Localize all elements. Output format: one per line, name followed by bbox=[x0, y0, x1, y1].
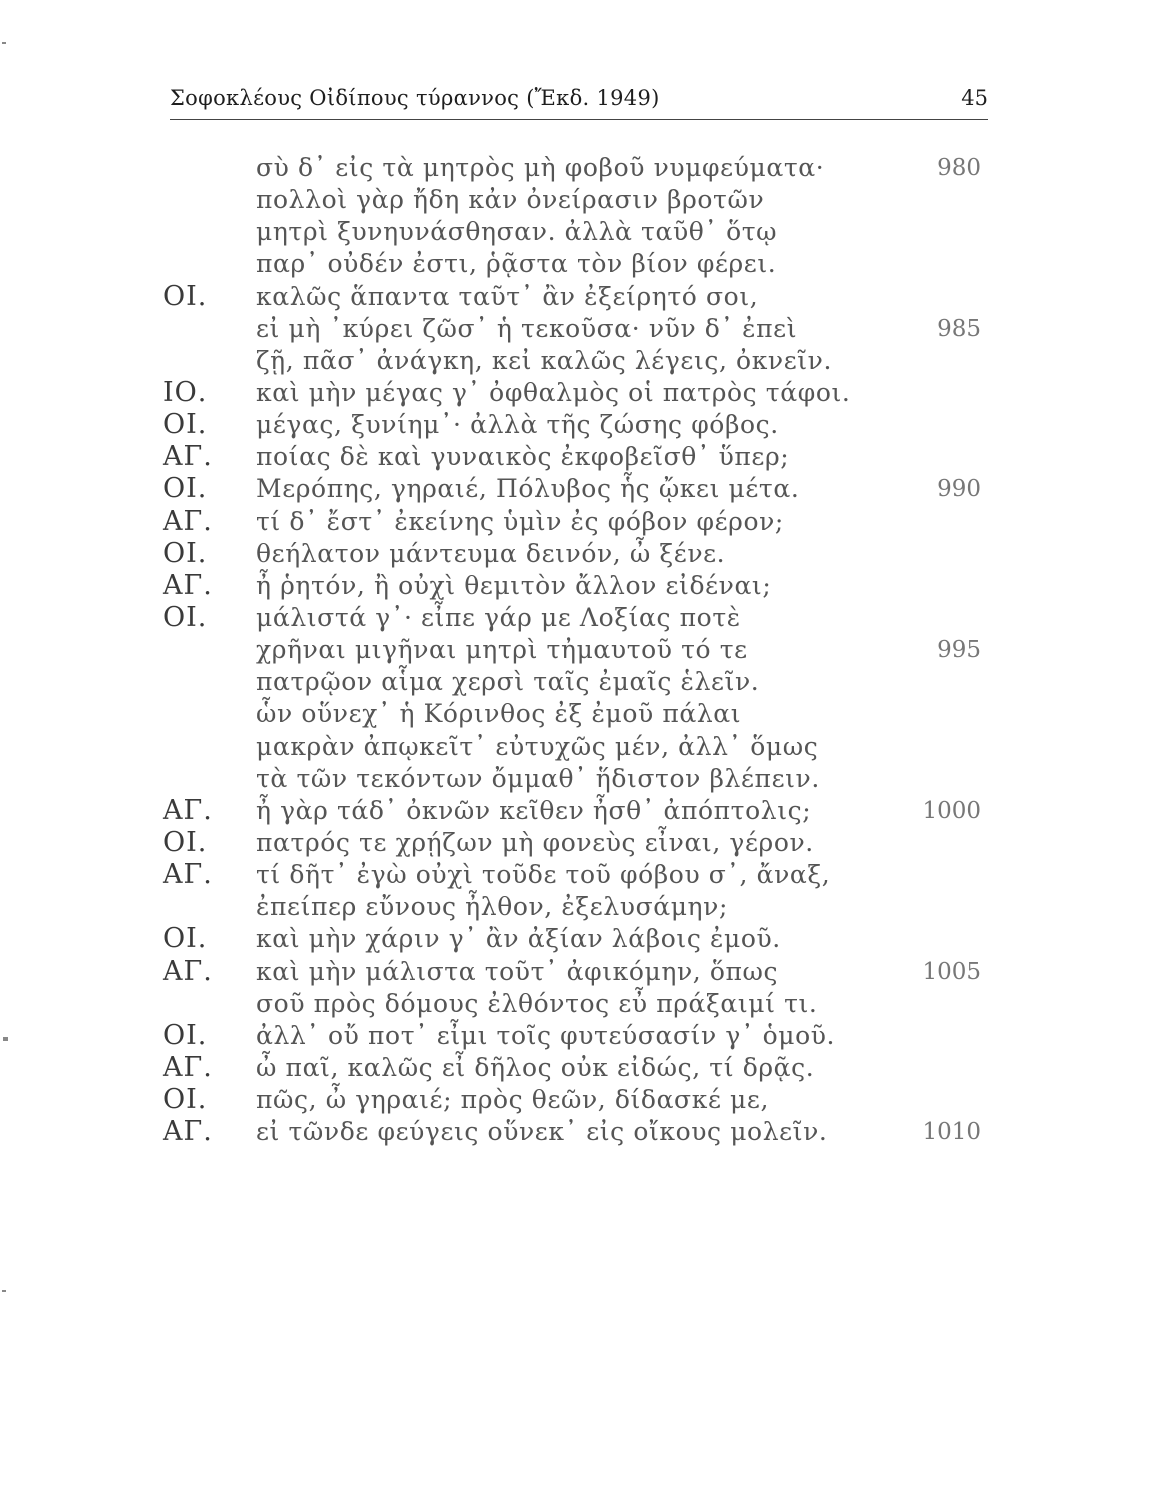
verse-text: πολλοὶ γὰρ ἤδη κἀν ὀνείρασιν βροτῶν bbox=[256, 185, 765, 215]
running-header bbox=[170, 86, 988, 116]
verse-line bbox=[0, 570, 1153, 602]
verse-line bbox=[0, 988, 1153, 1020]
verse-line bbox=[0, 634, 1153, 666]
verse-line bbox=[0, 956, 1153, 988]
verse-line bbox=[0, 184, 1153, 216]
verse-text: ποίας δὲ καὶ γυναικὸς ἐκφοβεῖσθ᾽ ὕπερ; bbox=[256, 442, 790, 472]
verse-line bbox=[0, 216, 1153, 248]
verse-line bbox=[0, 731, 1153, 763]
verse-line bbox=[0, 602, 1153, 634]
running-title: Σοφοκλέους Οἰδίπους τύραννος (Ἔκδ. 1949) bbox=[170, 86, 660, 110]
line-number: 990 bbox=[937, 476, 981, 503]
verse-text: τί δ᾽ ἔστ᾽ ἐκείνης ὑμὶν ἐς φόβον φέρον; bbox=[256, 506, 784, 536]
speaker-label: ΟΙ. bbox=[163, 1019, 208, 1051]
verse-text: Μερόπης, γηραιέ, Πόλυβος ἧς ᾤκει μέτα. bbox=[256, 474, 800, 504]
verse-line bbox=[0, 377, 1153, 409]
verse-text: μέγας, ξυνίημ᾽· ἀλλὰ τῆς ζώσης φόβος. bbox=[256, 410, 779, 440]
verse-line bbox=[0, 1116, 1153, 1148]
verse-text: ἦ γὰρ τάδ᾽ ὀκνῶν κεῖθεν ἦσθ᾽ ἀπόπτολις; bbox=[256, 795, 812, 825]
speaker-label: ΟΙ. bbox=[163, 537, 208, 569]
speaker-label: ΟΙ. bbox=[163, 826, 208, 858]
verse-text: καὶ μὴν χάριν γ᾽ ἂν ἀξίαν λάβοις ἐμοῦ. bbox=[256, 924, 781, 954]
line-number: 1010 bbox=[922, 1119, 981, 1146]
header-rule bbox=[170, 119, 988, 120]
verse-text: καὶ μὴν μέγας γ᾽ ὀφθαλμὸς οἱ πατρὸς τάφοι. bbox=[256, 377, 851, 407]
verse-line bbox=[0, 313, 1153, 345]
speaker-label: ΑΓ. bbox=[163, 1051, 213, 1083]
speaker-label: ΟΙ. bbox=[163, 1084, 208, 1116]
speaker-label: ΑΓ. bbox=[163, 441, 213, 473]
verse-text: μητρὶ ξυνηυνάσθησαν. ἀλλὰ ταῦθ᾽ ὅτῳ bbox=[256, 217, 778, 247]
speaker-label: ΑΓ. bbox=[163, 505, 213, 537]
line-number: 985 bbox=[937, 315, 981, 342]
verse-line bbox=[0, 891, 1153, 923]
verse-line bbox=[0, 152, 1153, 184]
verse-text: ἐπείπερ εὔνους ἦλθον, ἐξελυσάμην; bbox=[256, 892, 728, 922]
verse-text: μακρὰν ἀπῳκεῖτ᾽ εὐτυχῶς μέν, ἀλλ᾽ ὅμως bbox=[256, 731, 819, 761]
scan-speck bbox=[3, 1037, 8, 1041]
verse-text: μάλιστά γ᾽· εἶπε γάρ με Λοξίας ποτὲ bbox=[256, 602, 741, 632]
scan-speck bbox=[2, 42, 6, 44]
verse-text: εἰ μὴ ᾽κύρει ζῶσ᾽ ἡ τεκοῦσα· νῦν δ᾽ ἐπεὶ bbox=[256, 313, 798, 343]
verse-text: σὺ δ᾽ εἰς τὰ μητρὸς μὴ φοβοῦ νυμφεύματα· bbox=[256, 153, 825, 182]
speaker-label: ΑΓ. bbox=[163, 955, 213, 987]
verse-text: τί δῆτ᾽ ἐγὼ οὐχὶ τοῦδε τοῦ φόβου σ᾽, ἄναξ, bbox=[256, 860, 831, 890]
verse-line bbox=[0, 795, 1153, 827]
verse-text: θεήλατον μάντευμα δεινόν, ὦ ξένε. bbox=[256, 538, 726, 568]
verse-line bbox=[0, 538, 1153, 570]
speaker-label: ΑΓ. bbox=[163, 794, 213, 826]
verse-text: ὧν οὕνεχ᾽ ἡ Κόρινθος ἐξ ἐμοῦ πάλαι bbox=[256, 699, 742, 729]
verse-line bbox=[0, 698, 1153, 730]
verse-text: πῶς, ὦ γηραιέ; πρὸς θεῶν, δίδασκέ με, bbox=[256, 1085, 769, 1115]
verse-text: πατρῷον αἷμα χερσὶ ταῖς ἐμαῖς ἑλεῖν. bbox=[256, 667, 760, 697]
verse-line bbox=[0, 281, 1153, 313]
verse-line bbox=[0, 666, 1153, 698]
verse-text: ζῇ, πᾶσ᾽ ἀνάγκη, κεἰ καλῶς λέγεις, ὀκνεῖν. bbox=[256, 345, 833, 375]
speaker-label: ΟΙ. bbox=[163, 923, 208, 955]
speaker-label: ΑΓ. bbox=[163, 569, 213, 601]
speaker-label: ΑΓ. bbox=[163, 1116, 213, 1148]
verse-text: ἦ ῥητόν, ἢ οὐχὶ θεμιτὸν ἄλλον εἰδέναι; bbox=[256, 570, 772, 600]
line-number: 995 bbox=[937, 637, 981, 664]
verse-line bbox=[0, 473, 1153, 505]
verse-line bbox=[0, 763, 1153, 795]
verse-text: χρῆναι μιγῆναι μητρὶ τἠμαυτοῦ τό τε bbox=[256, 635, 748, 665]
verse-line bbox=[0, 441, 1153, 473]
line-number: 1000 bbox=[922, 797, 981, 824]
verse-text: τὰ τῶν τεκόντων ὄμμαθ᾽ ἥδιστον βλέπειν. bbox=[256, 763, 820, 793]
verse-text: πατρός τε χρῄζων μὴ φονεὺς εἶναι, γέρον. bbox=[256, 827, 814, 857]
speaker-label: ΟΙ. bbox=[163, 409, 208, 441]
line-number: 980 bbox=[937, 155, 981, 181]
verse-line bbox=[0, 1084, 1153, 1116]
speaker-label: ΙΟ. bbox=[163, 376, 208, 408]
verse-line bbox=[0, 345, 1153, 377]
verse-line bbox=[0, 1020, 1153, 1052]
verse-text: σοῦ πρὸς δόμους ἐλθόντος εὖ πράξαιμί τι. bbox=[256, 988, 818, 1018]
verse-line bbox=[0, 248, 1153, 280]
verse-line bbox=[0, 859, 1153, 891]
verse-line bbox=[0, 506, 1153, 538]
scan-speck bbox=[2, 1290, 6, 1292]
speaker-label: ΑΓ. bbox=[163, 859, 213, 891]
verse-text: καὶ μὴν μάλιστα τοῦτ᾽ ἀφικόμην, ὅπως bbox=[256, 956, 779, 986]
verse-line bbox=[0, 409, 1153, 441]
verse-line bbox=[0, 923, 1153, 955]
speaker-label: ΟΙ. bbox=[163, 280, 208, 312]
verse-text: ἀλλ᾽ οὔ ποτ᾽ εἶμι τοῖς φυτεύσασίν γ᾽ ὁμοῦ. bbox=[256, 1020, 836, 1050]
verse-text: εἰ τῶνδε φεύγεις οὕνεκ᾽ εἰς οἴκους μολεῖν. bbox=[256, 1117, 828, 1147]
verse-line bbox=[0, 827, 1153, 859]
page-number: 45 bbox=[961, 86, 988, 110]
verse-line bbox=[0, 1052, 1153, 1084]
line-number: 1005 bbox=[922, 958, 981, 985]
verse-text: καλῶς ἅπαντα ταῦτ᾽ ἂν ἐξείρητό σοι, bbox=[256, 281, 759, 311]
speaker-label: ΟΙ. bbox=[163, 473, 208, 505]
speaker-label: ΟΙ. bbox=[163, 601, 208, 633]
verse-block bbox=[0, 152, 1153, 1148]
verse-text: ὦ παῖ, καλῶς εἶ δῆλος οὐκ εἰδώς, τί δρᾷς. bbox=[256, 1052, 815, 1082]
verse-text: παρ᾽ οὐδέν ἐστι, ῥᾷστα τὸν βίον φέρει. bbox=[256, 249, 777, 279]
